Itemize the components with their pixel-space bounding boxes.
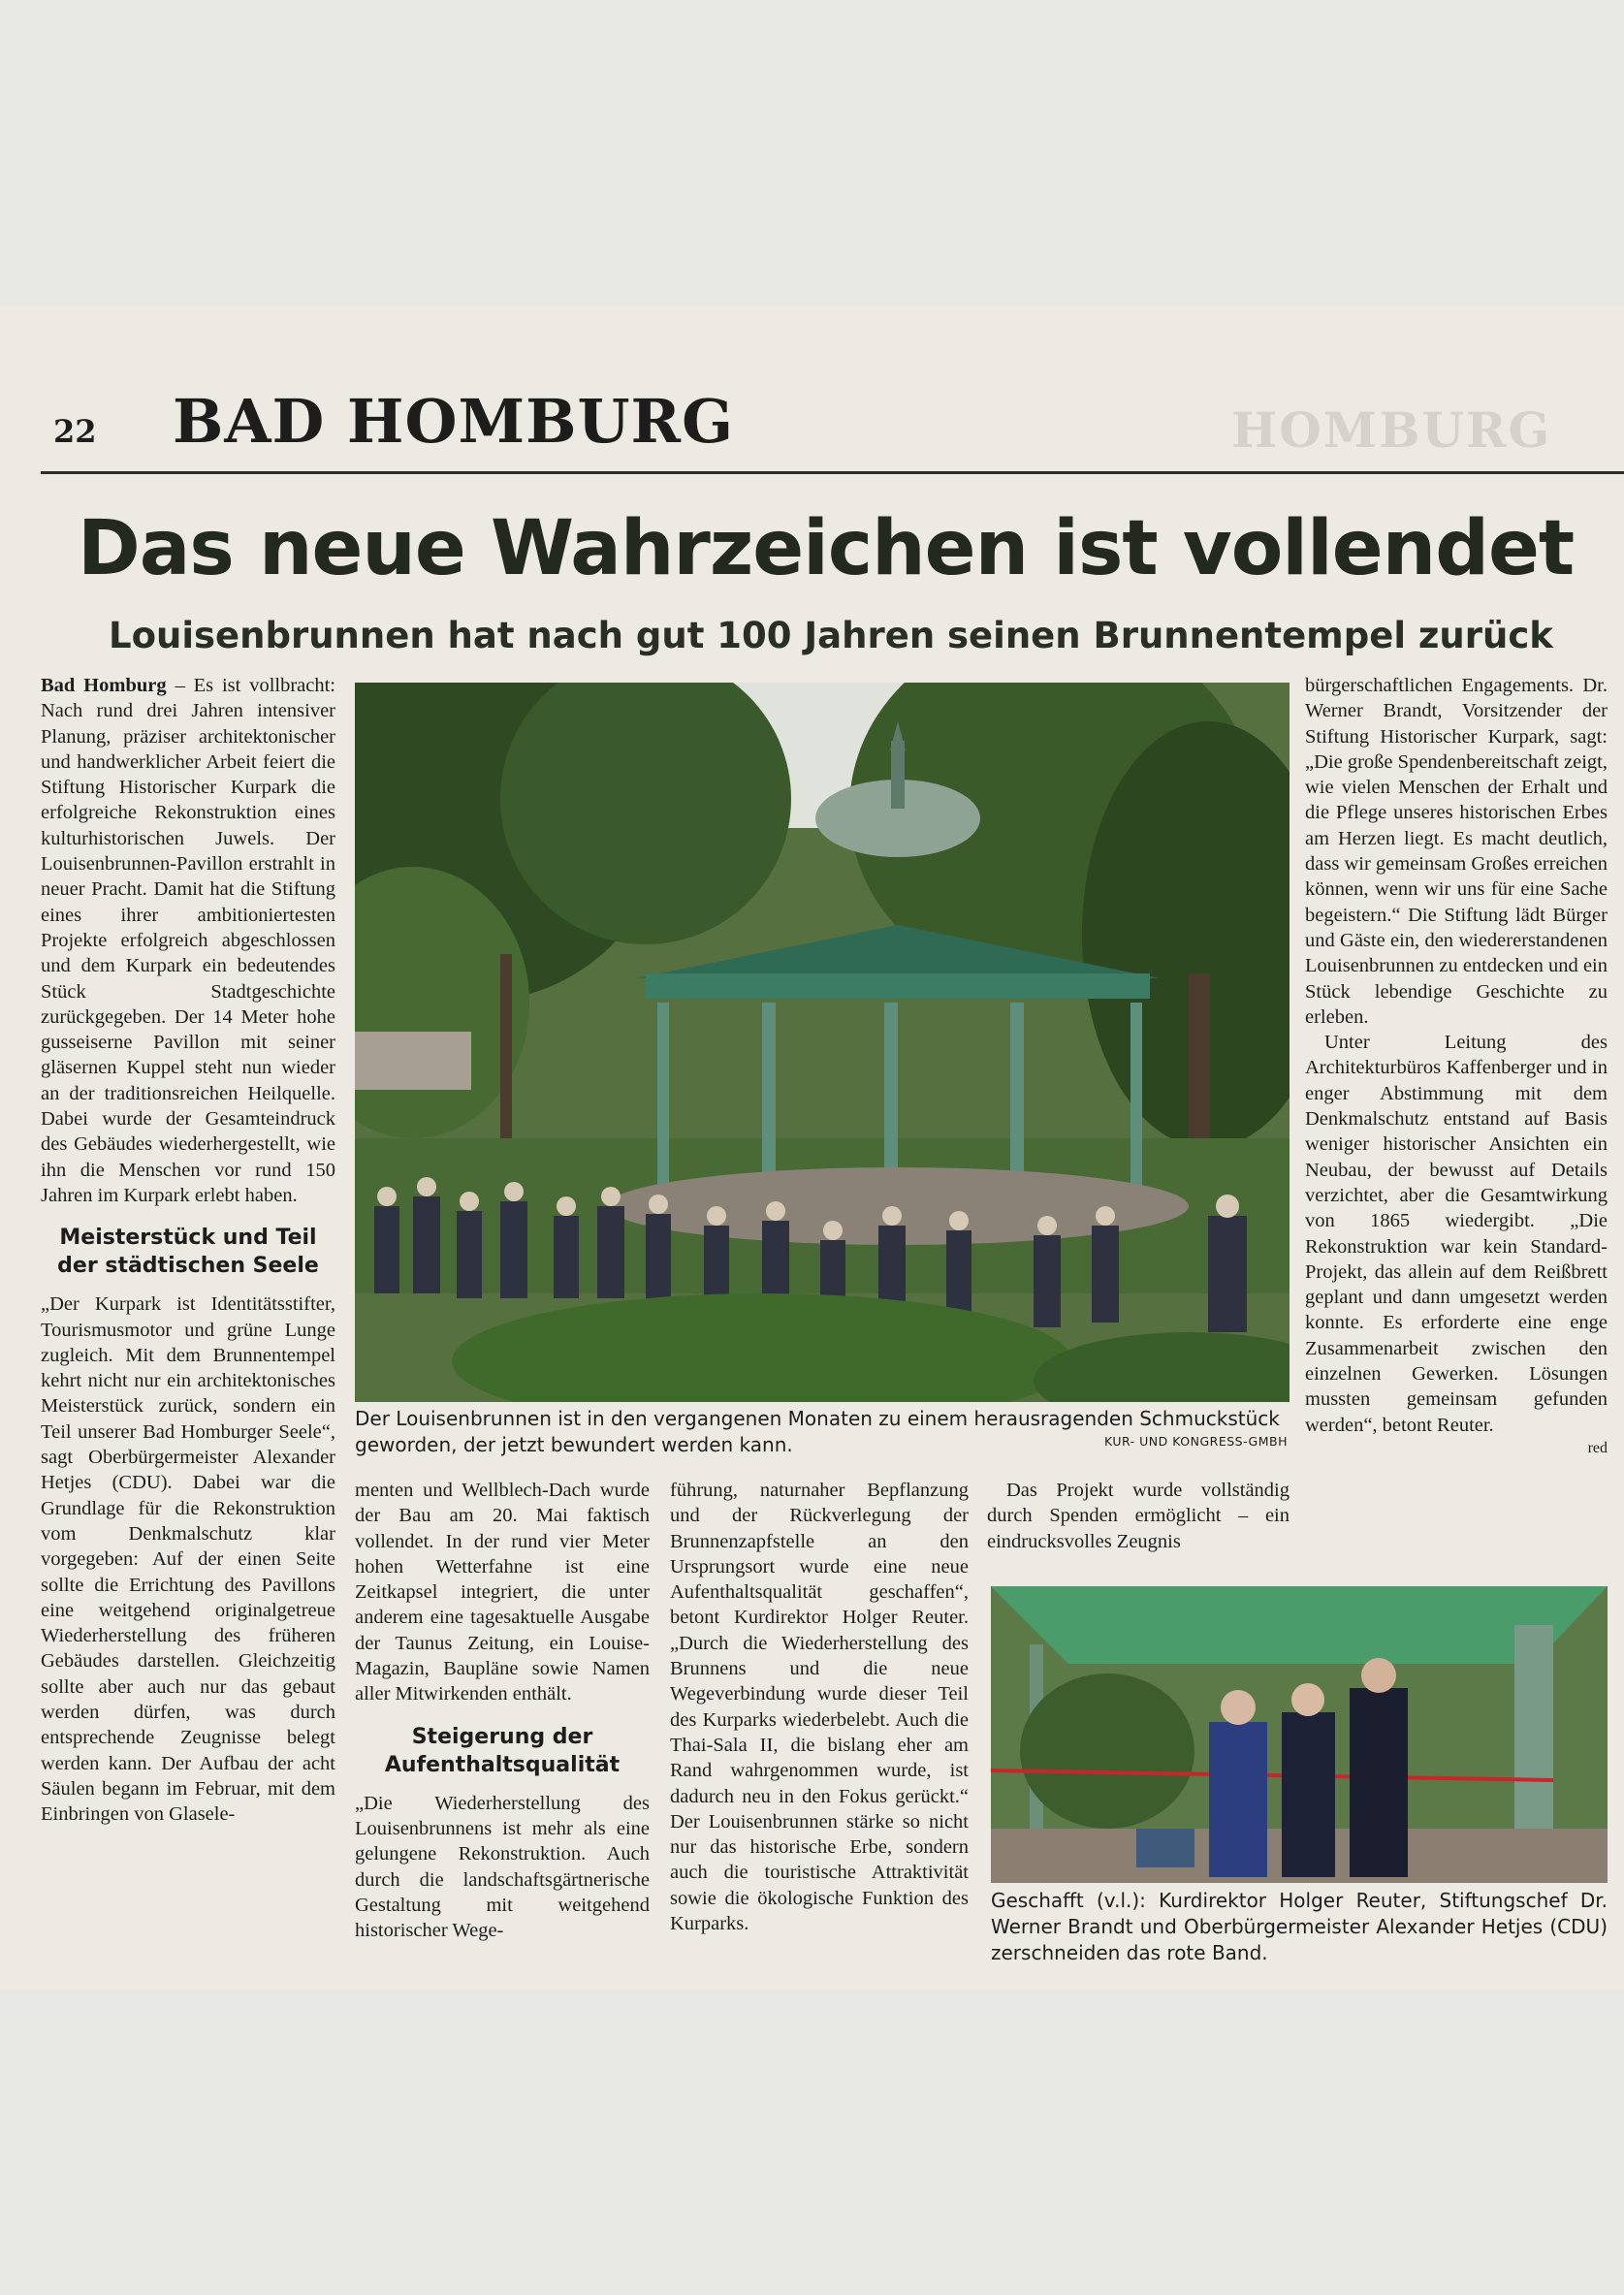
article-column-5 [1305,673,1608,1459]
article-column-2 [355,1478,650,1943]
photo-credit: KUR- UND KONGRESS-GMBH [1103,1434,1288,1449]
dateline: Bad Homburg [41,675,167,696]
header-rule [41,471,1624,474]
lead-paragraph [41,673,335,1208]
article-column-4 [987,1478,1290,1554]
newspaper-page [0,306,1624,1990]
section-subhead-2: Steigerung der Aufenthaltsqualität [384,1724,621,1777]
page-number: 22 [53,413,97,450]
author-initials: red [1587,1439,1608,1456]
paragraph: Das Projekt wurde vollständig durch Spenden ermöglicht – ein eindrucksvolles Zeugnis [987,1480,1290,1552]
subheadline: Louisenbrunnen hat nach gut 100 Jahren seinen Brunnentempel zurück [109,615,1553,656]
ribbon-cutting-photo [991,1586,1608,1883]
main-photo-caption: Der Louisenbrunnen ist in den vergangenen Monaten zu einem herausragenden Schmuckstück geworden, der jetzt bewundert werden kann. [355,1407,1280,1456]
section-subhead-1: Meisterstück und Teil der städtischen Seele [57,1226,319,1279]
paragraph: menten und Wellblech-Dach wurde der Bau am 20. Mai faktisch vollendet. In der rund vier Meter hohen Wetterfahne ist eine Zeitkapsel integriert, die unter anderem eine tagesaktuelle Ausgabe der Taunus Zeitung, ein Louise-Magazin, Baupläne sowie Namen aller Mitwirkenden enthält. [355,1480,650,1705]
paragraph: „Die Wiederherstellung des Louisenbrunnens ist mehr als eine gelungene Rekonstruktion. Auch durch die landschaftsgärtnerische Gestaltung mit weitgehend historischer Wege- [355,1792,650,1942]
section-title: BAD HOMBURG [173,386,735,457]
paragraph: „Der Kurpark ist Identitätsstifter, Tourismusmotor und grüne Lunge zugleich. Mit dem Brunnentempel kehrt nicht nur ein architektonisches Meisterstück zurück, sondern ein Teil unserer Bad Homburger Seele“, sagt Oberbürgermeister Alexander Hetjes (CDU). Dabei war die Grundlage für die Rekonstruktion vom Denkmalschutz klar vorgegeben: Auf der einen Seite sollte die Errichtung des Pavillons eine weitgehend originalgetreue Wiederherstellung des früheren Gebäudes darstellen. Gleichzeitig sollte aber auch nur das gebaut werden dürfen, was durch entsprechende Zeugnisse belegt werden kann. Der Aufbau der acht Säulen begann im Februar, mit dem Einbringen von Glasele- [41,1293,335,1826]
paragraph: bürgerschaftlichen Engagements. Dr. Werner Brandt, Vorsitzender der Stiftung Historischer Kurpark, sagt: „Die große Spendenbereitschaft zeigt, wie vielen Menschen der Erhalt und die Pflege unseres historischen Erbes am Herzen liegt. Es macht deutlich, dass wir gemeinsam Großes erreichen können, wenn wir uns für eine Sache begeistern.“ Die Stiftung lädt Bürger und Gäste ein, den wiedererstandenen Louisenbrunnen zu entdecken und ein Stück lebendige Geschichte zu erleben. [1305,675,1608,1028]
bleed-through-text: HOMBURG [1231,401,1552,459]
lead-text: – Es ist vollbracht: Nach rund drei Jahren intensiver Planung, präziser architektonischer und handwerklicher Arbeit feiert die Stiftung Historischer Kurpark die erfolgreiche Rekonstruktion eines kulturhistorischen Juwels. Der Louisenbrunnen-Pavillon erstrahlt in neuer Pracht. Damit hat die Stiftung eines ihrer ambitioniertesten Projekte erfolgreich abgeschlossen und dem Kurpark ein bedeutendes Stück Stadtgeschichte zurückgegeben. Der 14 Meter hohe gusseiserne Pavillon mit seiner gläsernen Kuppel steht nun wieder an der traditionsreichen Heilquelle. Dabei wurde der Gesamteindruck des Gebäudes wiederhergestellt, wie ihn die Menschen vor rund 150 Jahren im Kurpark erlebt haben. [41,675,336,1206]
ribbon-cutting-illustration [991,1586,1608,1883]
article-column-1 [41,673,335,1827]
pavilion-illustration [355,683,1290,1402]
main-photo-pavilion [355,683,1290,1402]
paragraph: Unter Leitung des Architekturbüros Kaffenberger und in enger Abstimmung mit dem Denkmalschutz entstand auf Basis weniger historischer Ansichten ein Neubau, der bewusst auf Details verzichtet, aber die Gesamtwirkung von 1865 wiedergibt. „Die Rekonstruktion war kein Standard-Projekt, das allein auf dem Reißbrett geplant und dann umgesetzt werden konnte. Es erforderte eine enge Zusammenarbeit zwischen den einzelnen Gewerken. Lösungen mussten gemeinsam gefunden werden“, betont Reuter. [1305,1032,1608,1436]
article-column-3 [670,1478,969,1936]
ribbon-cutting-caption: Geschafft (v.l.): Kurdirektor Holger Reuter, Stiftungschef Dr. Werner Brandt und Oberbürgermeister Alexander Hetjes (CDU) zerschneiden das rote Band. [991,1889,1608,1964]
headline: Das neue Wahrzeichen ist vollendet [78,505,1575,592]
paragraph: führung, naturnaher Bepflanzung und der Rückverlegung der Brunnenzapfstelle an den Ursprungsort wurde eine neue Aufenthaltsqualität geschaffen“, betont Kurdirektor Holger Reuter. „Durch die Wiederherstellung des Brunnens und die neue Wegeverbindung wurde dieser Teil des Kurparks wiederbelebt. Auch die Thai-Sala II, die bislang eher am Rand wahrgenommen wurde, ist dadurch neu in den Fokus gerückt.“ Der Louisenbrunnen stärke so nicht nur das historische Erbe, sondern auch die touristische Attraktivität sowie die ökologische Funktion des Kurparks. [670,1480,969,1935]
